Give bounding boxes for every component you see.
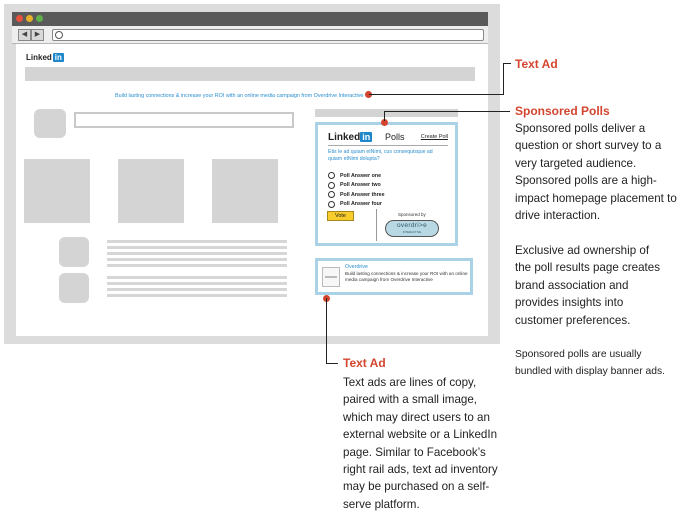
content-block-1 xyxy=(24,159,90,223)
radio-icon[interactable] xyxy=(328,201,335,208)
poll-question: Etis le ad quiam etNimi, cus consequisque ad quiam etNimi dolupta? xyxy=(328,149,433,162)
poll-answer-list xyxy=(328,171,385,209)
logo-badge: in xyxy=(54,53,62,62)
callout-polls-para2: Exclusive ad ownership of the poll results page creates brand association and provides insights into customer preferences. xyxy=(515,244,661,327)
sponsored-by-label: Sponsored by xyxy=(398,212,426,217)
leader-line xyxy=(503,63,511,64)
maximize-window-icon[interactable] xyxy=(36,15,43,22)
text-ad-line[interactable]: Build lasting connections & increase your ROI with an online media campaign from Overdrive Interactive xyxy=(115,93,364,99)
status-update-input[interactable] xyxy=(74,112,294,128)
top-banner-placeholder xyxy=(25,67,475,81)
sponsored-poll-widget xyxy=(315,122,458,246)
vote-button[interactable]: Vote xyxy=(327,211,354,221)
leader-line xyxy=(326,363,338,364)
overdrive-sponsor-logo[interactable]: overdri>e INTERACTIVE xyxy=(385,220,439,237)
poll-header xyxy=(328,129,448,146)
poll-title: Polls xyxy=(385,132,405,142)
poll-answer[interactable]: Poll Answer two xyxy=(328,181,385,191)
browser-toolbar xyxy=(12,26,488,44)
content-block-3 xyxy=(212,159,278,223)
leader-line xyxy=(384,111,385,121)
poll-answer[interactable]: Poll Answer three xyxy=(328,190,385,200)
callout-title-text-ad: Text Ad xyxy=(515,57,558,71)
content-block-2 xyxy=(118,159,184,223)
window-titlebar xyxy=(12,12,488,26)
callout-title-text-ad-bottom: Text Ad xyxy=(343,356,386,370)
callout-text-ad-body: Text ads are lines of copy, paired with a small image, which may direct users to an external website or a LinkedIn page. Similar to Facebook’s right rail ads, text ad inventory may be purchased on a self-serve platform. xyxy=(343,376,498,511)
leader-line xyxy=(384,111,510,112)
leader-line xyxy=(369,94,504,95)
avatar-placeholder-2 xyxy=(59,273,89,303)
radio-icon[interactable] xyxy=(328,191,335,198)
leader-line xyxy=(326,298,327,364)
radio-icon[interactable] xyxy=(328,182,335,189)
profile-photo-placeholder xyxy=(34,109,66,138)
globe-icon xyxy=(55,31,63,39)
address-bar[interactable] xyxy=(52,29,484,41)
create-poll-link[interactable]: Create Poll xyxy=(420,134,448,140)
leader-line xyxy=(503,63,504,95)
text-ad-widget[interactable] xyxy=(315,258,473,295)
linkedin-logo[interactable] xyxy=(26,53,64,62)
poll-answer[interactable]: Poll Answer one xyxy=(328,171,385,181)
poll-answer[interactable]: Poll Answer four xyxy=(328,200,385,210)
callout-title-sponsored-polls: Sponsored Polls xyxy=(515,104,610,118)
text-ad-title[interactable]: Overdrive xyxy=(345,264,368,270)
poll-divider xyxy=(376,209,377,241)
logo-text: Linked xyxy=(26,53,52,62)
back-arrow-icon[interactable]: ◀ xyxy=(18,29,31,41)
close-window-icon[interactable] xyxy=(16,15,23,22)
avatar-placeholder-1 xyxy=(59,237,89,267)
ad-thumbnail-image[interactable] xyxy=(322,267,340,287)
poll-linkedin-logo: Linked in xyxy=(328,132,371,143)
callout-polls-para1: Sponsored polls deliver a question or short survey to a very targeted audience. Sponsored polls are a high-impact homepage placement to drive interaction. xyxy=(515,122,677,223)
forward-arrow-icon[interactable]: ▶ xyxy=(31,29,44,41)
radio-icon[interactable] xyxy=(328,172,335,179)
callout-polls-para3: Sponsored polls are usually bundled with display banner ads. xyxy=(515,349,665,377)
text-ad-body: Build lasting connections & increase your ROI with an online media campaign from Overdrive Interactive xyxy=(345,271,468,282)
minimize-window-icon[interactable] xyxy=(26,15,33,22)
